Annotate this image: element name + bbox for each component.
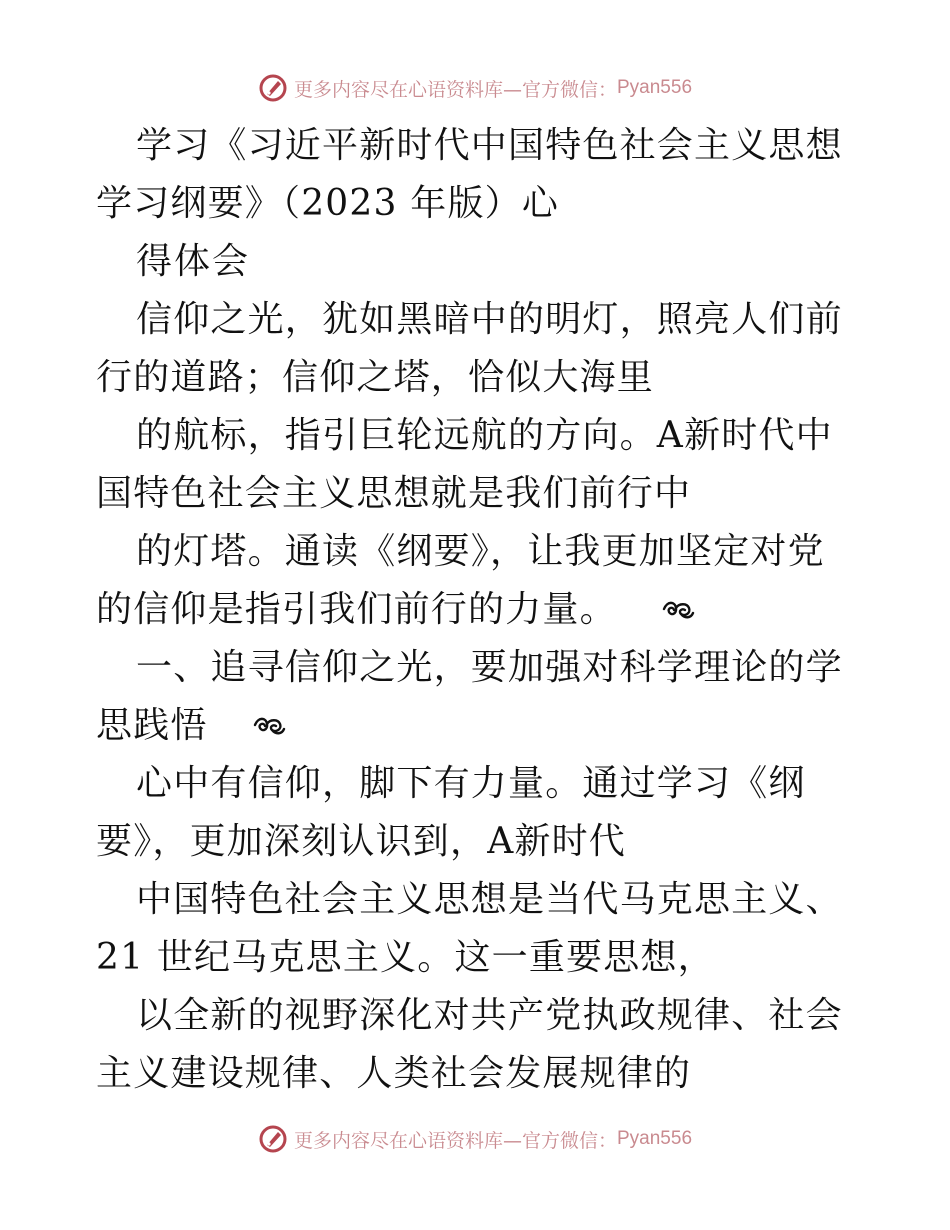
paragraph-text: 心中有信仰，脚下有力量。通过学习《纲要》，更加深刻认识到，A新时代 xyxy=(96,763,806,862)
footer-watermark xyxy=(0,1124,950,1154)
section-heading xyxy=(96,639,856,755)
paragraph-text: 一、追寻信仰之光，要加强对科学理论的学思践悟 xyxy=(96,647,843,746)
paragraph xyxy=(96,523,856,639)
watermark-handle: Pyan556 xyxy=(617,77,693,98)
document-body xyxy=(96,117,856,1103)
pen-nib-circle-icon xyxy=(258,1124,288,1154)
header-watermark xyxy=(0,73,950,103)
paragraph-text: 信仰之光，犹如黑暗中的明灯，照亮人们前行的道路；信仰之塔，恰似大海里 xyxy=(96,299,843,398)
paragraph-text: 的灯塔。通读《纲要》，让我更加坚定对党的信仰是指引我们前行的力量。 xyxy=(96,531,825,630)
pen-nib-circle-icon xyxy=(258,73,288,103)
paragraph-title-cont xyxy=(96,233,856,291)
paragraph xyxy=(96,987,856,1103)
fleuron-icon xyxy=(212,699,246,723)
watermark-text: 更多内容尽在心语资料库—官方微信： xyxy=(293,1129,617,1152)
paragraph xyxy=(96,291,856,407)
paragraph xyxy=(96,407,856,523)
fleuron-icon xyxy=(621,583,655,607)
paragraph xyxy=(96,755,856,871)
paragraph-text: 以全新的视野深化对共产党执政规律、社会主义建设规律、人类社会发展规律的 xyxy=(96,995,843,1094)
paragraph-title-line xyxy=(96,117,856,233)
paragraph-text: 得体会 xyxy=(136,241,251,282)
paragraph-text: 的航标，指引巨轮远航的方向。A新时代中国特色社会主义思想就是我们前行中 xyxy=(96,415,833,514)
watermark-handle: Pyan556 xyxy=(617,1128,693,1149)
paragraph-text: 学习《习近平新时代中国特色社会主义思想学习纲要》（2023 年版）心 xyxy=(96,125,843,224)
paragraph-text: 中国特色社会主义思想是当代马克思主义、21 世纪马克思主义。这一重要思想， xyxy=(96,879,843,978)
watermark-text: 更多内容尽在心语资料库—官方微信： xyxy=(293,78,617,101)
paragraph xyxy=(96,871,856,987)
